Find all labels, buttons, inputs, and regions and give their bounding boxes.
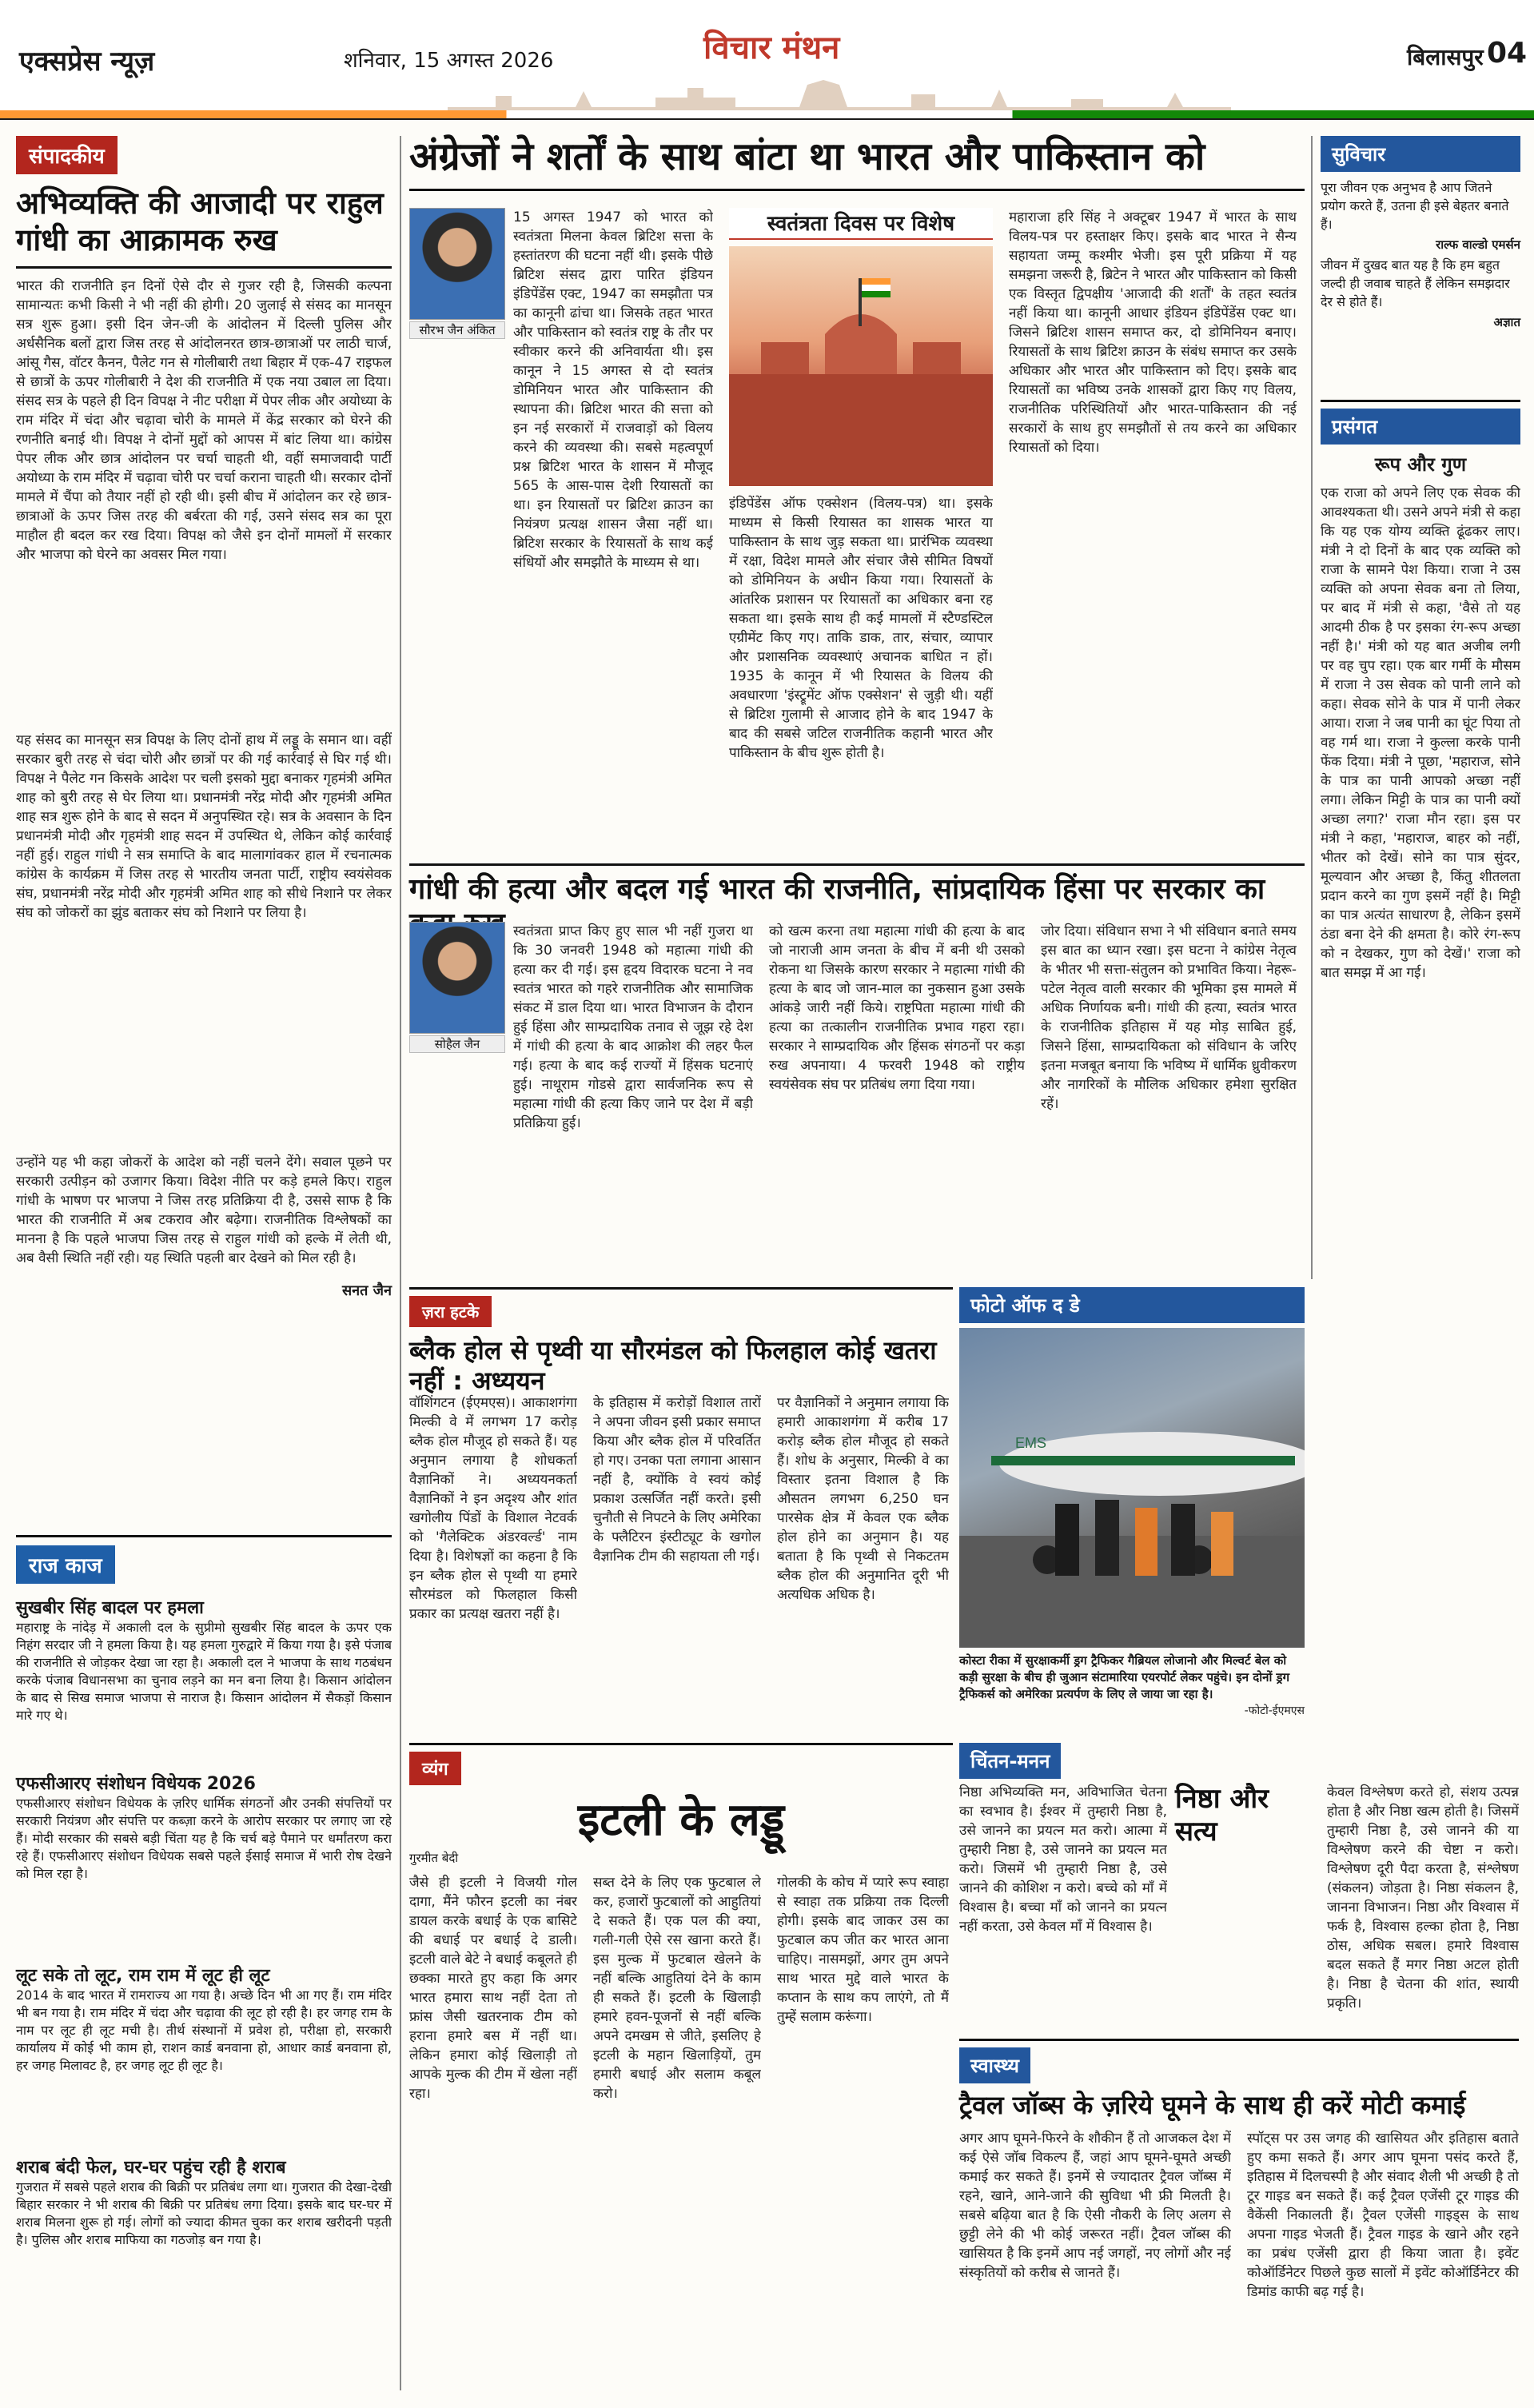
main-article xyxy=(409,134,1305,854)
editorial-author: सनत जैन xyxy=(341,1282,392,1300)
chintan-headline: निष्ठा और सत्य xyxy=(1175,1783,1269,1848)
black-hole-article xyxy=(409,1287,953,1735)
gandhi-headline: गांधी की हत्या और बदल गई भारत की राजनीति, सांप्रदायिक हिंसा पर सरकार का xyxy=(409,873,1265,906)
gandhi-author-photo xyxy=(409,922,505,1034)
tricolor-strip xyxy=(0,110,1534,118)
raj-kaaj-item2-body: एफसीआरए संशोधन विधेयक के ज़रिए धार्मिक संगठनों और उनकी संपत्तियों पर सरकारी नियंत्रण और संपत्ति पर कब्ज़ा करने के आरोप सरकार पर लगाए जा रहे हैं। मोदी सरकार की सबसे बड़ी चिंता यह है कि चर्च बड़े पैमाने पर धर्मांतरण करा रहे हैं। एफसीआरए संशोधन विधेयक सबसे पहले ईसाई समाज में भारी रोष देखने को मिल रहा है। xyxy=(16,1796,392,1881)
suvichar-quote-2: जीवन में दुखद बात यह है कि हम बहुत जल्दी ही जवाब चाहते हैं लेकिन समझदार देर से होते हैं। xyxy=(1321,257,1510,309)
raj-kaaj-tag: राज काज xyxy=(16,1545,115,1584)
gandhi-col-3: जोर दिया। संविधान सभा ने भी संविधान बनाते समय इस बात का ध्यान रखा। इस घटना ने कांग्रेस नेतृत्व के भीतर भी सत्ता-संतुलन को प्रभावित किया। नेहरू-पटेल नेतृत्व वाली सरकार की भूमिका इस मामले में अधिक निर्णायक बनी। गांधी की हत्या, स्वतंत्र भारत के राजनीतिक इतिहास में यह मोड़ साबित हुई, जिसने हिंसा, साम्प्रदायिकता को संविधान के जरिए इतना मजबूत बनाया कि भविष्य में धार्मिक ध्रुवीकरण और नागरिकों के मौलिक अधिकार हमेशा सुरक्षित रहें। xyxy=(1041,923,1297,1112)
vyang-tag: व्यंग xyxy=(409,1752,461,1785)
main-headline: अंग्रेजों ने शर्तों के साथ बांटा था भारत और पाकिस्तान को xyxy=(409,134,1205,179)
editorial-tag: संपादकीय xyxy=(16,136,118,174)
raj-kaaj-item2-head: एफसीआरए संशोधन विधेयक 2026 xyxy=(16,1774,256,1794)
black-hole-col-1: वॉशिंगटन (ईएमएस)। आकाशगंगा मिल्की वे में लगभग 17 करोड़ ब्लैक होल मौजूद हो सकते हैं। यह अनुमान लगाया है शोधकर्ता वैज्ञानिकों ने। अध्ययनकर्ता वैज्ञानिकों ने इन अदृश्य और शांत खगोलीय पिंडों के विशाल नेटवर्क को 'गैलेक्टिक अंडरवर्ल्ड' नाम दिया है। विशेषज्ञों का कहना है कि इन ब्लैक होल से पृथ्वी या हमारे सौरमंडल को फिलहाल किसी प्रकार का प्रत्यक्ष खतरा नहीं है। xyxy=(409,1395,577,1622)
main-col-2: इंडिपेंडेंस ऑफ एक्सेशन (विलय-पत्र) था। इसके माध्यम से किसी रियासत का शासक भारत या पाकिस्तान के साथ जुड़ सकता था। प्रारंभिक व्यवस्था में रक्षा, विदेश मामले और संचार जैसे सीमित विषयों को डोमिनियन के अधीन किया गया। रियासतों के आंतरिक प्रशासन पर रियासतों का अधिकार बना रह सकता था। इसके साथ ही कई मामलों में स्टैण्डस्टिल एग्रीमेंट किए गए। ताकि डाक, तार, संचार, व्यापार और प्रशासनिक व्यवस्थाएं अचानक बाधित न हों। 1935 के कानून में भी रियासत के विलय की अवधारणा 'इंस्ट्रूमेंट ऑफ एक्सेशन' से जुड़ी थी। यहीं से ब्रिटिश गुलामी से आजाद होने के बाद 1947 के बाद की सबसे जटिल राजनीतिक कहानी भारत और पाकिस्तान के बीच शुरू होती है। xyxy=(729,496,993,761)
column-divider xyxy=(400,136,401,2390)
vyang-col-3: गोलकी के कोच में प्यारे रूप स्वाहा से स्वाहा तक प्रक्रिया तक दिल्ली होगी। इसके बाद जाकर उस का फुटबाल कप जीत कर भारत आना चाहिए। नासमझों, अगर तुम अपने साथ भारत मुद्दे वाले भारत के कप्तान के साथ कप लाएंगे, तो मैं तुम्हें सलाम करूंगा। xyxy=(777,1875,949,2025)
prasangvash-body: एक राजा को अपने लिए एक सेवक की आवश्यकता थी। उसने अपने मंत्री से कहा कि यह एक योग्य व्यक्ति ढूंढकर लाए। मंत्री ने दो दिनों के बाद एक व्यक्ति को राजा के सामने पेश किया। राजा ने उस व्यक्ति को अपना सेवक बना तो लिया, पर बाद में मंत्री से कहा, 'वैसे तो यह आदमी ठीक है पर इसका रंग-रूप अच्छा नहीं है।' मंत्री को यह बात अजीब लगी पर वह चुप रहा। एक बार गर्मी के मौसम में राजा ने उस सेवक को पानी लाने को कहा। सेवक सोने के पात्र में पानी लेकर आया। राजा ने जब पानी का घूंट पिया तो वह गर्म था। राजा ने कुल्ला करके पानी फेंक दिया। मंत्री ने पूछा, 'महाराज, सोने के पात्र का पानी आपको अच्छा नहीं लगा। लेकिन मिट्टी के पात्र का पानी क्यों अच्छा लगा?' राजा मौन रहा। इस पर मंत्री ने कहा, 'महाराज, बाहर को नहीं, भीतर को देखें। सोने का पात्र सुंदर, मूल्यवान और अच्छा है, किंतु शीतलता प्रदान करने का गुण इसमें नहीं है। मिट्टी का पात्र अत्यंत साधारण है, लेकिन इसमें ठंडा बना देने की क्षमता है। कोरे रंग-रूप को न देखकर, गुण को देखें।' राजा को बात समझ में आ गई। xyxy=(1321,485,1520,981)
suvichar-section xyxy=(1321,136,1520,392)
raj-kaaj-item3-head: लूट सके तो लूट, राम राम में लूट ही लूट xyxy=(16,1966,270,1986)
swasthya-tag: स्वास्थ्य xyxy=(959,2047,1030,2083)
main-byline: सौरभ जैन अंकित xyxy=(409,321,505,339)
photo-credit: -फोटो-ईएमएस xyxy=(1244,1704,1305,1717)
main-col-3: महाराजा हरि सिंह ने अक्टूबर 1947 में भारत के साथ विलय-पत्र पर हस्ताक्षर किए। इसके बाद भारत ने सैन्य सहायता जम्मू कश्मीर भेजी। इस पूरी प्रक्रिया में यह समझना जरूरी है, ब्रिटेन ने भारत और पाकिस्तान को किसी एक विस्तृत द्विपक्षीय 'आजादी की शर्तों' के तहत स्वतंत्र नहीं किया था। कानूनी आधार इंडियन इंडिपेंडेंस एक्ट था। जिसने ब्रिटिश शासन समाप्त कर, दो डोमिनियन बनाए। रियासतों के साथ ब्रिटिश क्राउन के संबंध समाप्त कर उसके अधिकार और भारत और पाकिस्तान को दिए। इसके बाद रियासतों का भविष्य उनके शासकों द्वारा किए गए विलय, राजनीतिक परिस्थितियों और भारत-पाकिस्तान की नई सरकारों के साथ हुए समझौतों से तय करने का अधिकार रियासतों को दिया। xyxy=(1009,209,1297,456)
plane-logo: EMS xyxy=(1015,1435,1047,1451)
chintan-col-1-wrap xyxy=(959,1783,1167,2023)
section-title: विचार मंथन xyxy=(703,30,840,66)
special-tag: स्वतंत्रता दिवस पर विशेष xyxy=(729,208,993,240)
airport-photo xyxy=(959,1328,1305,1648)
swasthya-headline: ट्रैवल जॉब्स के ज़रिये घूमने के साथ ही करें मोटी कमाई xyxy=(959,2090,1466,2120)
black-hole-col-3: पर वैज्ञानिकों ने अनुमान लगाया कि हमारी आकाशगंगा में करीब 17 करोड़ ब्लैक होल मौजूद हो सकते हैं। शोध के अनुसार, मिल्की वे का विस्तार इतना विशाल है कि औसतन लगभग 6,250 घन पारसेक क्षेत्र में केवल एक ब्लैक होल होने का अनुमान है। यह बताता है कि पृथ्वी से निकटतम ब्लैक होल की अनुमानित दूरी भी अत्यधिक अधिक है। xyxy=(777,1395,949,1603)
raj-kaaj-item4-head: शराब बंदी फेल, घर-घर पहुंच रही है शराब xyxy=(16,2158,286,2178)
suvichar-author-2: अज्ञात xyxy=(1493,315,1520,329)
masthead xyxy=(0,0,1534,120)
brand-name: एक्सप्रेस न्यूज़ xyxy=(19,46,155,78)
raj-kaaj-section xyxy=(16,1535,392,2390)
raj-kaaj-item3-body: 2014 के बाद भारत में रामराज्य आ गया है। अच्छे दिन भी आ गए हैं। राम मंदिर भी बन गया है। राम मंदिर में चंदा और चढ़ावा की लूट हो रही है। हर जगह राम के नाम पर लूट ही लूट मची है। तीर्थ संस्थानों में प्रवेश हो, परीक्षा हो, सरकारी कार्यालय में कोई भी काम हो, राशन कार्ड बनवाना हो, आधार कार्ड बनवाना हो, हर जगह मिलावट है, हर जगह लूट ही लूट है। xyxy=(16,1987,392,2073)
editorial-body-3: उन्होंने यह भी कहा जोकरों के आदेश को नहीं चलने देंगे। सवाल पूछने पर सरकारी उत्पीड़न को उजागर किया। विदेश नीति पर कड़े हमले किए। राहुल गांधी के भाषण पर भाजपा ने जिस तरह प्रतिक्रिया दी है, उससे साफ है कि भारत की राजनीति में अब टकराव और बढ़ेगा। राजनीतिक विश्लेषकों का मानना है कि पहले भाजपा जिस तरह से राहुल गांधी को हल्के में लेती थी, अब वैसी स्थिति नहीं रही। यह स्थिति पहली बार देखने को मिल रही है। xyxy=(16,1154,392,1267)
raj-kaaj-item1-head: सुखबीर सिंह बादल पर हमला xyxy=(16,1598,204,1618)
author-photo xyxy=(409,208,505,320)
vyang-byline: गुरमीत बेदी xyxy=(409,1851,459,1866)
raj-kaaj-item4-body: गुजरात में सबसे पहले शराब की बिक्री पर प्रतिबंध लगा था। गुजरात की देखा-देखी बिहार सरकार ने भी शराब की बिक्री पर प्रतिबंध लगा दिया। इसके बाद घर-घर में शराब मिलना शुरू हो गई। लोगों को ज्यादा कीमत चुका कर शराब खरीदनी पड़ती है। पुलिस और शराब माफिया का गठजोड़ बन गया है। xyxy=(16,2179,392,2247)
editorial-body-1: भारत की राजनीति इन दिनों ऐसे दौर से गुजर रही है, जिसकी कल्पना सामान्यतः कभी किसी ने भी नहीं की होगी। 20 जुलाई से संसद का मानसून सत्र शुरू हुआ। इसी दिन जेन-जी के आंदोलन में दिल्ली पुलिस और अर्धसैनिक बलों द्वारा जिस तरह से आंदोलनरत छात्र-छात्राओं पर लाठी चार्ज, आंसू गैस, वॉटर कैनन, पैलेट गन से गोलीबारी तथा बिहार में एक-47 राइफल से छात्रों के ऊपर गोलीबारी ने देश की राजनीति में एक नया उबाल ला दिया। संसद सत्र के पहले ही दिन विपक्ष ने नीट परीक्षा में पेपर लीक और अयोध्या के राम मंदिर में चंदा और चढ़ावा चोरी के मामले में केंद्र सरकार को घेरने की रणनीति बनाई थी। विपक्ष ने दोनों मुद्दों को आपस में बांट लिया था। कांग्रेस पेपर लीक और छात्र आंदोलन पर चर्चा चाहती थी, वहीं समाजवादी पार्टी अयोध्या के राम मंदिर में चढ़ावा चोरी पर चर्चा कराना चाहती थी। सरकार दोनों मामले में चैंपा को तैयार नहीं हो रही थी। इसी बीच में आंदोलन कर रहे छात्र-छात्राओं के ऊपर जिस तरह की बर्बरता की गई, उसने संसद सत्र का पूरा माहौल ही बदल कर रख दिया। विपक्ष को जैसे इन दोनों मामलों में सरकार और भाजपा को घेरने का अवसर मिल गया। xyxy=(16,278,392,564)
chintan-section xyxy=(959,1743,1519,2031)
page-number: 04 xyxy=(1487,37,1528,70)
vyang-col-1: जैसे ही इटली ने विजयी गोल दागा, मैंने फौरन इटली का नंबर डायल करके बधाई के एक बासिटे की बधाई पर बधाई दे डाली। इटली वाले बेटे ने बधाई कबूलते ही छक्का मारते हुए कहा कि अगर भारत हमारा साथ नहीं देता तो फ्रांस जैसी खतरनाक टीम को हराना हमारे बस में नहीं था। लेकिन हमारा कोई खिलाड़ी तो आपके मुल्क की टीम में खेला नहीं रहा। xyxy=(409,1875,577,2102)
swasthya-section xyxy=(959,2039,1519,2390)
prasangvash-section xyxy=(1321,400,1520,1279)
prasangvash-headline: रूप और गुण xyxy=(1374,453,1467,476)
raj-kaaj-item1-body: महाराष्ट्र के नांदेड़ में अकाली दल के सुप्रीमो सुखबीर सिंह बादल के ऊपर एक निहंग सरदार जी ने हमला किया है। यह हमला गुरुद्वारे में किया गया है। इसे पंजाब की राजनीति से जोड़कर देखा जा रहा है। अकाली दल ने भाजपा के साथ गठबंधन करके पंजाब विधानसभा का चुनाव लड़ने का मन बना लिया है। किसान आंदोलन के बाद से सिख समाज भाजपा से नाराज है। किसान आंदोलन में सैकड़ों किसान मारे गए थे। xyxy=(16,1620,392,1723)
red-fort-photo xyxy=(729,246,993,486)
editorial-headline: अभिव्यक्ति की आजादी पर राहुल गांधी का आक्रामक रुख xyxy=(16,185,384,257)
right-column-divider xyxy=(1311,136,1313,1279)
swasthya-col-1: अगर आप घूमने-फिरने के शौकीन हैं तो आजकल देश में कई ऐसे जॉब विकल्प हैं, जहां आप घूमने-घूमते अच्छी कमाई कर सकते हैं। इनमें से ज्यादातर ट्रैवल जॉब्स में रहने, खाने, आने-जाने की सुविधा भी फ्री मिलती है। सबसे बढ़िया बात है कि ऐसी नौकरी के लिए अलग से छुट्टी लेने की भी कोई जरूरत नहीं। ट्रैवल जॉब्स की खासियत है कि इनमें आप नई जगहों, नए लोगों और नई संस्कृतियों को करीब से जानते हैं। xyxy=(959,2131,1231,2281)
edition-city: बिलासपुर xyxy=(1407,44,1484,70)
photo-of-day-title: फोटो ऑफ द डे xyxy=(959,1287,1305,1323)
vyang-col-2: सब्त देने के लिए एक फुटबाल ले कर, हजारों फुटबालों को आहुतियां दे सकते हैं। एक पल की क्या, गली-गली ऐसे रस खाना करते हैं। इस मुल्क में फुटबाल खेलने के नहीं बल्कि आहुतियां देने के काम ही सकते हैं। इटली के खिलाड़ी हमारे हवन-पूजनों से नहीं बल्कि अपने दमखम से जीते, इसलिए हे इटली के महान खिलाड़ियों, तुम हमारी बधाई और सलाम कबूल करो। xyxy=(593,1875,761,2102)
main-col-1: 15 अगस्त 1947 को भारत को स्वतंत्रता मिलना केवल ब्रिटिश सत्ता के हस्तांतरण की घटना नहीं थी। इसके पीछे ब्रिटिश संसद द्वारा पारित इंडियन इंडिपेंडेंस एक्ट, 1947 का समझौता पत्र का कानूनी ढांचा था। जिसके तहत भारत और पाकिस्तान को स्वतंत्र राष्ट्र के तौर पर स्वीकार करने की अनिवार्यता थी। इस कानून ने 15 अगस्त से दो स्वतंत्र डोमिनियन भारत और पाकिस्तान की स्थापना की। ब्रिटिश भारत की सत्ता को इन नई सरकारों में राजवाड़ों को विलय करने की व्यवस्था की। सबसे महत्वपूर्ण प्रश्न ब्रिटिश भारत के शासन में मौजूद 565 के आस-पास देशी रियासतों का था। इन रियासतों पर ब्रिटिश क्राउन का नियंत्रण प्रत्यक्ष शासन जैसा नहीं था। ब्रिटिश सरकार के रियासतों के साथ कई संधियों और समझौते के माध्यम से था। xyxy=(513,209,713,571)
prasangvash-title: प्रसंगत xyxy=(1321,409,1520,445)
gandhi-byline: सोहैल जैन xyxy=(409,1035,505,1053)
chintan-title: चिंतन-मनन xyxy=(959,1743,1061,1779)
black-hole-headline: ब्लैक होल से पृथ्वी या सौरमंडल को फिलहाल कोई खतरा नहीं : अध्ययन xyxy=(409,1335,937,1397)
swasthya-col-2: स्पॉट्स पर उस जगह की खासियत और इतिहास बताते हुए कमा सकते हैं। अगर आप घूमना पसंद करते हैं, इतिहास में दिलचस्पी है और संवाद शैली भी अच्छी है तो टूर गाइड बन सकते हैं। कई ट्रैवल एजेंसी टूर गाइड की वैकेंसी निकालती हैं। ट्रैवल एजेंसी गाइड्स के साथ अपना गाइड भेजती हैं। ट्रैवल गाइड के खाने और रहने का प्रबंध एजेंसी द्वारा ही किया जाता है। इवेंट कोऑर्डिनेटर पिछले कुछ सालों में इवेंट कोऑर्डिनेटर की डिमांड काफी बढ़ गई है। xyxy=(1247,2131,1519,2300)
gandhi-col-1: स्वतंत्रता प्राप्त किए हुए साल भी नहीं गुजरा था कि 30 जनवरी 1948 को महात्मा गांधी की हत्या कर दी गई। इस हृदय विदारक घटना ने नव स्वतंत्र भारत को गहरे राजनीतिक और सामाजिक संकट में डाल दिया था। भारत विभाजन के दौरान हुई हिंसा और साम्प्रदायिक तनाव से जूझ रहे देश में गांधी की हत्या के बाद आक्रोश की लहर फैल गई। हत्या के बाद कई राज्यों में हिंसक घटनाएं हुई। नाथूराम गोडसे द्वारा सार्वजनिक रूप से महात्मा गांधी की हत्या किए जाने पर देश में बड़ी प्रतिक्रिया हुई। xyxy=(513,923,753,1131)
chintan-col-1: निष्ठा अभिव्यक्ति मन, अविभाजित चेतना का स्वभाव है। ईश्वर में तुम्हारी निष्ठा है, उसे जानने का प्रयत्न मत करो। आत्मा में तुम्हारी निष्ठा है, उसे जानने का प्रयत्न मत करो। जिसमें भी तुम्हारी निष्ठा है, उसे जानने की कोशिश न करो। बच्चे को माँ में विश्वास है। बच्चा माँ को जानने का प्रयत्न नहीं करता, उसे केवल माँ में विश्वास है। xyxy=(959,1784,1167,1935)
photo-of-the-day xyxy=(959,1287,1305,1735)
suvichar-title: सुविचार xyxy=(1321,136,1520,172)
gandhi-col-2: को खत्म करना तथा महात्मा गांधी की हत्या के बाद जो नाराजी आम जनता के बीच में बनी थी उसको रोकना था जिसके कारण सरकार ने महात्मा गांधी की हत्या के बाद जो जान-माल का नुकसान हुआ उसके आंकड़े जारी नहीं किये। राष्ट्रपिता महात्मा गांधी की हत्या का तत्कालीन राजनीतिक प्रभाव गहरा रहा। सरकार ने साम्प्रदायिक और हिंसक संगठनों पर कड़ा रुख अपनाया। 4 फरवरी 1948 को राष्ट्रीय स्वयंसेवक संघ पर प्रतिबंध लगा दिया गया। xyxy=(769,923,1025,1093)
editorial-section xyxy=(16,136,392,1335)
black-hole-kicker: ज़रा हटके xyxy=(409,1296,492,1327)
black-hole-col-2: के इतिहास में करोड़ों विशाल तारों ने अपना जीवन इसी प्रकार समाप्त किया और ब्लैक होल में परिवर्तित हो गए। उनका पता लगाना आसान नहीं है, क्योंकि वे स्वयं कोई प्रकाश उत्सर्जित नहीं करते। इसी चुनौती से निपटने के लिए अमेरिका के फ्लैटिरन इंस्टीट्यूट के खगोल वैज्ञानिक टीम की सहायता ली गई। xyxy=(593,1395,761,1565)
vyang-headline: इटली के लड्डू xyxy=(577,1794,785,1846)
suvichar-quote-1: पूरा जीवन एक अनुभव है आप जितने प्रयोग करते हैं, उतना ही इसे बेहतर बनाते हैं। xyxy=(1321,180,1509,232)
gandhi-article xyxy=(409,863,1305,1279)
chintan-col-2: केवल विश्लेषण करते हो, संशय उत्पन्न होता है और निष्ठा खत्म होती है। जिसमें तुम्हारी निष्ठा है, उसे जानने की या विश्लेषण करने की चेष्टा न करो। विश्लेषण दूरी पैदा करता है, संश्लेषण (संकलन) जोड़ता है। निष्ठा संकलन है, जानना विभाजन। निष्ठा और विश्वास में फर्क है, विश्वास हल्का होता है, निष्ठा ठोस, अधिक सबल। हमारे विश्वास बदल सकते हैं मगर निष्ठा अटल होती है। निष्ठा है चेतना की शांत, स्थायी प्रकृति। xyxy=(1327,1784,1519,2011)
issue-date: शनिवार, 15 अगस्त 2026 xyxy=(344,49,554,73)
suvichar-author-1: राल्फ वाल्डो एमर्सन xyxy=(1436,237,1520,252)
editorial-body-2: यह संसद का मानसून सत्र विपक्ष के लिए दोनों हाथ में लड्डू के समान था। वहीं सरकार बुरी तरह से चंदा चोरी और छात्रों पर की गई कार्रवाई से घिर गई थी। विपक्ष ने पैलेट गन किसके आदेश पर चली इसको मुद्दा बनाकर गृहमंत्री अमित शाह को बुरी तरह से घेर लिया था। प्रधानमंत्री नरेंद्र मोदी और गृहमंत्री अमित शाह सत्र शुरू होने के बाद से सदन में अनुपस्थित रहे। सत्र के अवसान के दिन प्रधानमंत्री मोदी और गृहमंत्री शाह सदन में उपस्थित थे, लेकिन कोई कार्रवाई नहीं हुई। राहुल गांधी ने सत्र समाप्ति के बाद मालागांवकर हाल में रचनात्मक कांग्रेस के कार्यक्रम में जिस तरह से भारतीय जनता पार्टी, राष्ट्रीय स्वयंसेवक संघ, प्रधानमंत्री नरेंद्र मोदी और गृहमंत्री अमित शाह को सीधे निशाने पर लेकर संघ को जोकरों का झुंड बताकर संघ को निशाने पर लिया है। xyxy=(16,732,392,922)
vyang-article xyxy=(409,1743,953,2390)
photo-caption: कोस्टा रीका में सुरक्षाकर्मी ड्रग ट्रैफिकर गैब्रियल लोजानो और मिल्वर्ट बेल को कड़ी सुरक्षा के बीच ही जुआन संटामारिया एयरपोर्ट लेकर पहुंचे। इन दोनों ड्रग ट्रैफिकर्स को अमेरिका प्रत्यर्पण के लिए ले जाया जा रहा है। xyxy=(959,1653,1290,1701)
